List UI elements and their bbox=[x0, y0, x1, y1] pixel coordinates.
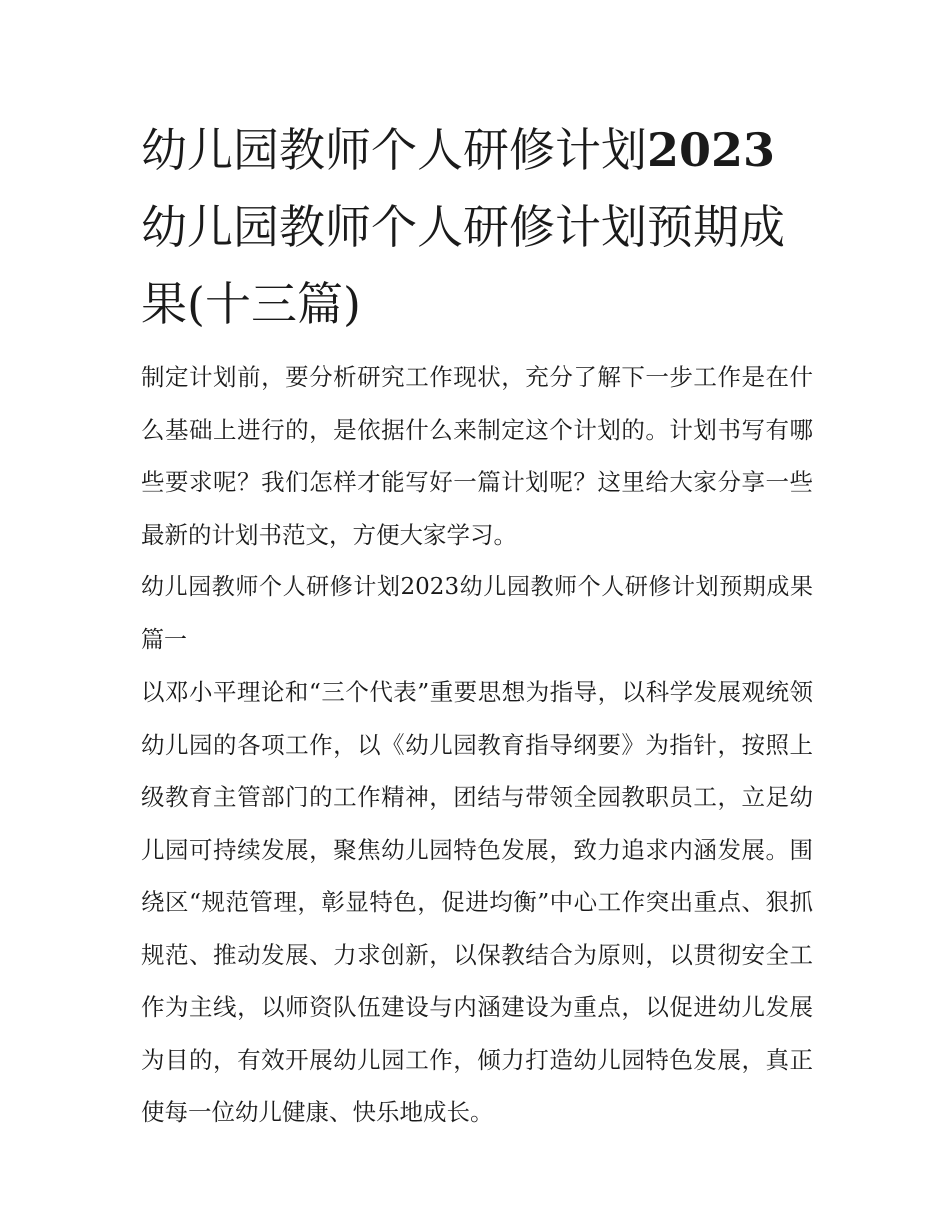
title-part-2: 幼儿园教师个人研修计划预期成果(十三篇) bbox=[141, 200, 785, 331]
intro-paragraph: 制定计划前，要分析研究工作现状，充分了解下一步工作是在什么基础上进行的，是依据什么来制定这个计划的。计划书写有哪些要求呢？我们怎样才能写好一篇计划呢？这里给大家分享一些最新的计划书范文，方便大家学习。 bbox=[141, 363, 813, 549]
section-heading: 幼儿园教师个人研修计划2023幼儿园教师个人研修计划预期成果篇一 bbox=[141, 574, 813, 653]
title-part-1: 幼儿园教师个人研修计划 bbox=[141, 123, 647, 177]
body-paragraph: 以邓小平理论和“三个代表”重要思想为指导，以科学发展观统领幼儿园的各项工作，以《幼儿园教育指导纲要》为指针，按照上级教育主管部门的工作精神，团结与带领全园教职员工，立足幼儿园可持续发展，聚焦幼儿园特色发展，致力追求内涵发展。围绕区“规范管理，彰显特色，促进均衡”中心工作突出重点、狠抓规范、推动发展、力求创新，以保教结合为原则，以贯彻安全工作为主线，以师资队伍建设与内涵建设为重点，以促进幼儿发展为目的，有效开展幼儿园工作，倾力打造幼儿园特色发展，真正使每一位幼儿健康、快乐地成长。 bbox=[141, 678, 813, 1126]
document-title bbox=[141, 112, 813, 343]
document-page bbox=[141, 112, 813, 1139]
title-year: 2023 bbox=[647, 123, 776, 177]
